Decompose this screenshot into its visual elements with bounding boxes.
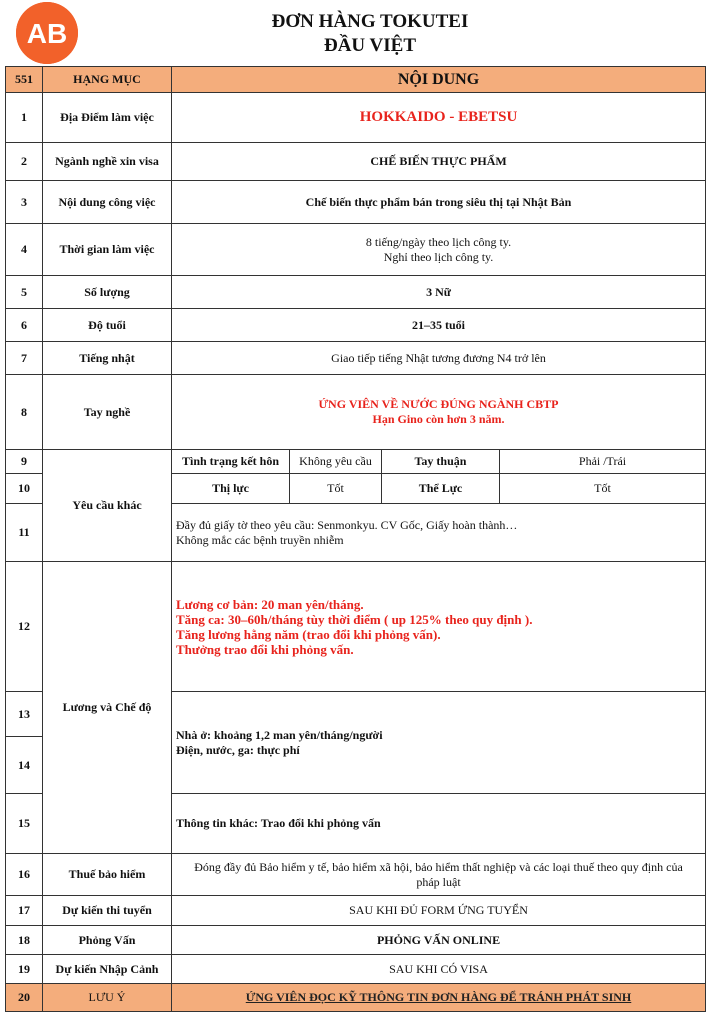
tax-line-2: pháp luật <box>416 874 461 889</box>
row-number: 4 <box>6 224 43 276</box>
row-number: 16 <box>6 854 43 896</box>
table-row <box>6 854 706 896</box>
expected-entry: SAU KHI CÓ VISA <box>172 955 706 984</box>
dominant-hand-value: Phải /Trái <box>500 450 706 474</box>
table-row <box>6 562 706 692</box>
note-text: ỨNG VIÊN ĐỌC KỸ THÔNG TIN ĐƠN HÀNG ĐỂ TRÁNH PHÁT SINH <box>245 990 632 1004</box>
table-row <box>6 450 706 474</box>
row-label: Phỏng Vấn <box>43 926 172 955</box>
working-hours-line-2: Nghỉ theo lịch công ty. <box>383 249 494 264</box>
housing-line-1: Nhà ở: khoảng 1,2 man yên/tháng/người <box>176 727 383 742</box>
row-number: 9 <box>6 450 43 474</box>
table-row <box>6 181 706 224</box>
document-requirements <box>172 504 706 562</box>
title-line-1: ĐƠN HÀNG TOKUTEI <box>271 11 469 32</box>
row-number: 8 <box>6 375 43 450</box>
salary-benefits-label: Lương và Chế độ <box>43 562 172 854</box>
eyesight-value: Tốt <box>290 474 382 504</box>
other-requirements-label: Yêu cầu khác <box>43 450 172 562</box>
table-row <box>6 276 706 309</box>
note-row <box>6 984 706 1012</box>
row-number: 10 <box>6 474 43 504</box>
company-logo <box>16 2 78 64</box>
japanese-level: Giao tiếp tiếng Nhật tương đương N4 trở lên <box>172 342 706 375</box>
document-line-2: Không mắc các bệnh truyền nhiễm <box>176 532 344 547</box>
physical-fitness-label: Thể Lực <box>382 474 500 504</box>
row-label: Nội dung công việc <box>43 181 172 224</box>
age-range: 21–35 tuổi <box>172 309 706 342</box>
row-number: 1 <box>6 93 43 143</box>
row-number: 14 <box>6 737 43 794</box>
page-title <box>180 10 560 58</box>
title-line-2: ĐẦU VIỆT <box>323 35 417 56</box>
table-row <box>6 955 706 984</box>
order-table <box>5 66 706 1012</box>
salary-line-3: Tăng lương hằng năm (trao đổi khi phỏng vấn). <box>176 626 441 642</box>
housing-line-2: Điện, nước, ga: thực phí <box>176 742 300 757</box>
row-number: 13 <box>6 692 43 737</box>
row-label: Thuế bảo hiểm <box>43 854 172 896</box>
eyesight-label: Thị lực <box>172 474 290 504</box>
other-information: Thông tin khác: Trao đổi khi phỏng vấn <box>172 794 706 854</box>
quantity: 3 Nữ <box>172 276 706 309</box>
row-label: Dự kiến Nhập Cảnh <box>43 955 172 984</box>
salary-line-1: Lương cơ bản: 20 man yên/tháng. <box>176 596 364 612</box>
physical-fitness-value: Tốt <box>500 474 706 504</box>
row-number: 3 <box>6 181 43 224</box>
row-label: Tiếng nhật <box>43 342 172 375</box>
table-row <box>6 93 706 143</box>
row-number: 2 <box>6 143 43 181</box>
working-hours-line-1: 8 tiếng/ngày theo lịch công ty. <box>365 234 512 249</box>
table-row <box>6 342 706 375</box>
table-row <box>6 926 706 955</box>
tax-insurance <box>172 854 706 896</box>
table-row <box>6 224 706 276</box>
row-number: 17 <box>6 896 43 926</box>
header-category: HẠNG MỤC <box>43 67 172 93</box>
table-row <box>6 143 706 181</box>
skill-line-2: Hạn Gino còn hơn 3 năm. <box>372 412 505 426</box>
row-label: Số lượng <box>43 276 172 309</box>
skill-requirement <box>172 375 706 450</box>
header-code: 551 <box>6 67 43 93</box>
row-number: 6 <box>6 309 43 342</box>
row-number: 19 <box>6 955 43 984</box>
marital-status-value: Không yêu cầu <box>290 450 382 474</box>
dominant-hand-label: Tay thuận <box>382 450 500 474</box>
marital-status-label: Tình trạng kết hôn <box>172 450 290 474</box>
work-location: HOKKAIDO - EBETSU <box>172 93 706 143</box>
row-number: 7 <box>6 342 43 375</box>
table-row <box>6 309 706 342</box>
skill-line-1: ỨNG VIÊN VỀ NƯỚC ĐÚNG NGÀNH CBTP <box>318 397 559 411</box>
row-number: 18 <box>6 926 43 955</box>
interview-method: PHỎNG VẤN ONLINE <box>172 926 706 955</box>
table-row <box>6 375 706 450</box>
row-number: 15 <box>6 794 43 854</box>
job-description: Chế biến thực phẩm bán trong siêu thị tại Nhật Bản <box>172 181 706 224</box>
row-label: Tay nghề <box>43 375 172 450</box>
working-hours <box>172 224 706 276</box>
header-content: NỘI DUNG <box>172 67 706 93</box>
salary-details <box>172 562 706 692</box>
row-label: Địa Điểm làm việc <box>43 93 172 143</box>
ab-logo-icon <box>16 2 78 64</box>
row-number: 11 <box>6 504 43 562</box>
visa-job-field: CHẾ BIẾN THỰC PHẨM <box>172 143 706 181</box>
row-label: Dự kiến thi tuyển <box>43 896 172 926</box>
table-header-row <box>6 67 706 93</box>
row-label: Ngành nghề xin visa <box>43 143 172 181</box>
row-number: 12 <box>6 562 43 692</box>
note-label: LƯU Ý <box>43 984 172 1012</box>
note-cell <box>172 984 706 1012</box>
table-row <box>6 896 706 926</box>
row-number: 20 <box>6 984 43 1012</box>
housing-utilities <box>172 692 706 794</box>
document-line-1: Đầy đủ giấy tờ theo yêu cầu: Senmonkyu. CV Gốc, Giấy hoàn thành… <box>176 517 518 532</box>
tax-line-1: Đóng đầy đủ Bảo hiểm y tế, bảo hiểm xã hội, bảo hiểm thất nghiệp và các loại thuế theo quy định của <box>194 859 683 874</box>
row-number: 5 <box>6 276 43 309</box>
logo-text: AB <box>26 18 68 49</box>
exam-schedule: SAU KHI ĐỦ FORM ỨNG TUYỂN <box>172 896 706 926</box>
row-label: Độ tuổi <box>43 309 172 342</box>
row-label: Thời gian làm việc <box>43 224 172 276</box>
salary-line-2: Tăng ca: 30–60h/tháng tùy thời điểm ( up 125% theo quy định ). <box>176 611 533 627</box>
salary-line-4: Thưởng trao đổi khi phỏng vấn. <box>176 641 354 657</box>
